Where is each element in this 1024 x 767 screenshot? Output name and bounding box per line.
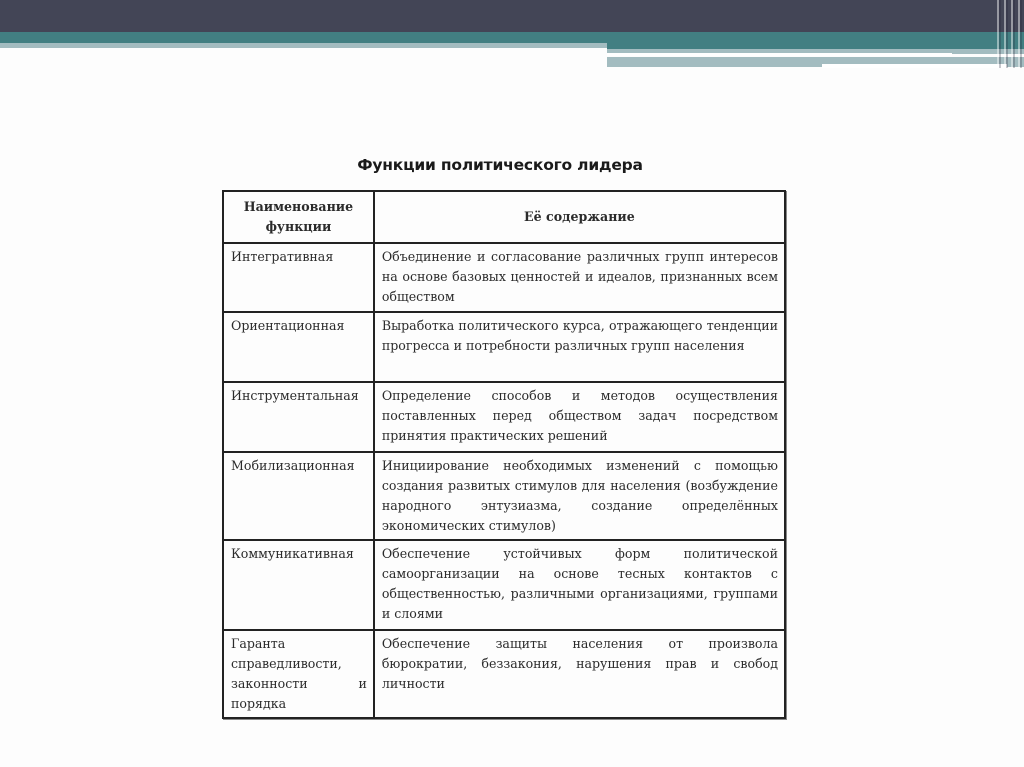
header-teal-bar (0, 32, 1024, 43)
table-row (223, 243, 785, 312)
header-name-line2: функции (265, 219, 332, 234)
header-light-strip-left (0, 43, 607, 48)
function-content: Объединение и согласование различных групп интересов на основе базовых ценностей и идеалов, признанных всем обществом (374, 243, 785, 312)
table-row (223, 382, 785, 452)
table-row (223, 630, 785, 718)
function-name: Инструментальная (223, 382, 374, 452)
function-content: Определение способов и методов осуществления поставленных перед обществом задач посредством принятия практических решений (374, 382, 785, 452)
header-white-line-2 (822, 64, 1007, 68)
function-name: Гаранта справедливости, законности и порядка (223, 630, 374, 718)
function-name: Ориентационная (223, 312, 374, 382)
function-content: Выработка политического курса, отражающего тенденции прогресса и потребности различных групп населения (374, 312, 785, 382)
header-vertical-stripes (994, 0, 1024, 68)
header-content: Её содержание (374, 191, 785, 243)
header-dark-bar (0, 0, 1024, 32)
function-content: Обеспечение устойчивых форм политической самоорганизации на основе тесных контактов с общественностью, различными организациями, группами и слоями (374, 540, 785, 630)
functions-table (222, 190, 786, 719)
function-content: Инициирование необходимых изменений с помощью создания развитых стимулов для населения (возбуждение народного энтузиазма, создание определённых экономических стимулов) (374, 452, 785, 540)
function-name: Интегративная (223, 243, 374, 312)
slide-title: Функции политического лидера (357, 156, 643, 174)
header-name-line1: Наименование (243, 199, 354, 214)
function-name: Коммуникативная (223, 540, 374, 630)
table-row (223, 312, 785, 382)
function-content: Обеспечение защиты населения от произвола бюрократии, беззакония, нарушения прав и свобод личности (374, 630, 785, 718)
table-header-row (223, 191, 785, 243)
table-row (223, 452, 785, 540)
header-function-name (223, 191, 374, 243)
header-white-line-1 (607, 53, 952, 56)
function-name: Мобилизационная (223, 452, 374, 540)
table-row (223, 540, 785, 630)
